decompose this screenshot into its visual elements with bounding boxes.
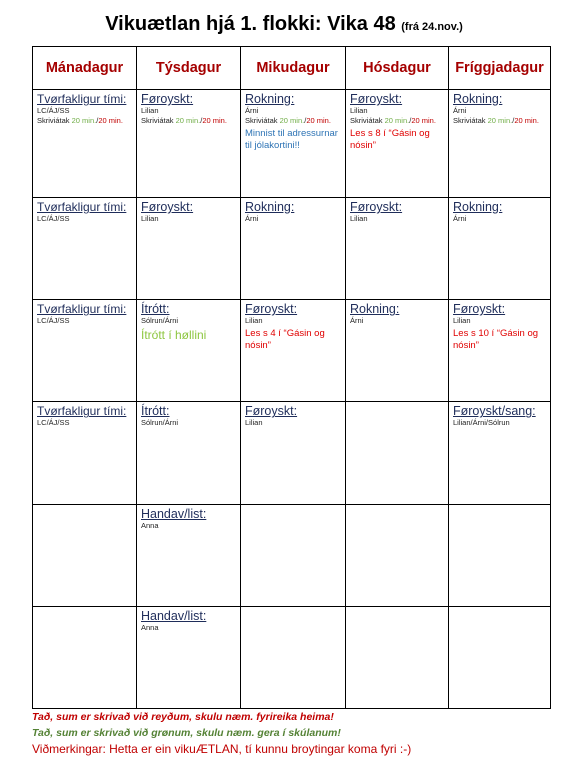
schedule-row: [33, 300, 551, 402]
school-minutes: 20 min.: [175, 116, 201, 125]
schedule-cell: [346, 300, 449, 402]
writing-task-line: [37, 116, 132, 126]
schedule-row: [33, 402, 551, 504]
subject-label: Føroyskt:: [141, 92, 194, 106]
cell-content: [241, 505, 345, 509]
writing-task-line: [453, 116, 546, 126]
schedule-cell: [241, 504, 346, 606]
title-main: Vikuætlan hjá 1. flokki: Vika 48: [105, 13, 396, 35]
subject-label: Rokning:: [453, 92, 503, 106]
schedule-row: [33, 90, 551, 198]
subject-label: Tvørfakligur tími:: [37, 302, 127, 317]
home-minutes: 20 min.: [98, 116, 123, 125]
weekly-schedule-table: [32, 46, 551, 709]
teacher-label: Sólrun/Árni: [141, 316, 179, 326]
school-minutes: 20 min.: [487, 116, 513, 125]
day-header-monday: Mánadagur: [33, 47, 137, 90]
home-minutes: 20 min.: [411, 116, 436, 125]
subject-label: Føroyskt:: [453, 302, 506, 317]
subject-label: Rokning:: [245, 92, 295, 106]
writing-task-label: Skriviátak: [350, 116, 383, 125]
school-note: Ítrótt í høllini: [141, 328, 207, 343]
cell-content: [241, 198, 345, 226]
teacher-label: Árni: [245, 106, 259, 115]
home-minutes: 20 min.: [306, 116, 331, 125]
subject-label: Tvørfakligur tími:: [37, 200, 127, 215]
minutes-separator: /: [96, 116, 99, 125]
minutes-separator: /: [409, 116, 412, 125]
cell-content: [346, 90, 448, 154]
header-row: [33, 47, 551, 90]
writing-task-label: Skriviátak: [141, 116, 174, 125]
teacher-label: Anna: [141, 520, 159, 530]
schedule-cell: [33, 300, 137, 402]
footer-comment: Viðmerkingar: Hetta er ein vikuÆTLAN, tí kunnu broytingar koma fyri :-): [32, 742, 412, 756]
subject-label: Tvørfakligur tími:: [37, 404, 127, 419]
teacher-label: LC/ÁJ/SS: [37, 316, 70, 326]
teacher-label: Lilian: [245, 418, 263, 428]
schedule-cell: [241, 90, 346, 198]
cell-content: [346, 300, 448, 328]
teacher-label: LC/ÁJ/SS: [37, 214, 70, 224]
schedule-cell: [346, 90, 449, 198]
cell-content: [33, 300, 136, 328]
cell-content: [346, 198, 448, 226]
cell-content: [33, 402, 136, 430]
schedule-cell: [33, 402, 137, 504]
subject-label: Føroyskt/sang:: [453, 404, 536, 419]
writing-task-label: Skriviátak: [453, 116, 486, 125]
cell-content: [33, 90, 136, 128]
cell-content: [33, 607, 136, 611]
day-header-wednesday: Mikudagur: [241, 47, 346, 90]
writing-task-label: Skriviátak: [37, 116, 70, 125]
teacher-label: Anna: [141, 622, 159, 632]
schedule-cell: [137, 402, 241, 504]
teacher-label: LC/ÁJ/SS: [37, 418, 70, 428]
cell-content: [449, 607, 550, 611]
cell-content: [137, 505, 240, 533]
home-minutes: 20 min.: [514, 116, 539, 125]
schedule-cell: [137, 504, 241, 606]
schedule-cell: [346, 606, 449, 708]
cell-content: [137, 607, 240, 635]
subject-label: Føroyskt:: [141, 200, 194, 215]
teacher-label: Árni: [453, 106, 467, 115]
cell-content: [449, 505, 550, 509]
minutes-separator: /: [200, 116, 203, 125]
reminder-note: Minnist til adressurnar til jólakortini!!: [245, 128, 338, 151]
subject-label: Føroyskt:: [350, 92, 403, 106]
writing-task-line: [245, 116, 341, 126]
schedule-row: [33, 504, 551, 606]
schedule-cell: [241, 402, 346, 504]
teacher-label: LC/ÁJ/SS: [37, 106, 70, 115]
subject-label: Føroyskt:: [245, 404, 298, 419]
subject-label: Rokning:: [350, 302, 400, 317]
homework-note: Les s 10 í “Gásin og nósin”: [453, 328, 539, 352]
homework-note: Les s 8 í “Gásin og nósin”: [350, 128, 430, 151]
schedule-cell: [449, 402, 551, 504]
schedule-cell: [241, 300, 346, 402]
schedule-cell: [33, 606, 137, 708]
subject-label: Handav/list:: [141, 608, 207, 623]
subject-label: Rokning:: [245, 200, 295, 215]
footer-green-note: Tað, sum er skrivað við grønum, skulu næm. gera í skúlanum!: [32, 727, 341, 739]
day-header-friday: Fríggjadagur: [449, 47, 551, 90]
day-header-tuesday: Týsdagur: [137, 47, 241, 90]
subject-label: Handav/list:: [141, 506, 207, 521]
teacher-label: Árni: [245, 214, 259, 224]
writing-task-line: [350, 116, 444, 126]
cell-content: [33, 198, 136, 226]
schedule-cell: [137, 90, 241, 198]
cell-content: [449, 402, 550, 430]
school-minutes: 20 min.: [71, 116, 97, 125]
subject-label: Tvørfakligur tími:: [37, 92, 127, 106]
schedule-cell: [449, 504, 551, 606]
teacher-label: Lilian: [350, 106, 368, 115]
cell-content: [137, 198, 240, 226]
subject-label: Føroyskt:: [245, 302, 298, 317]
cell-content: [33, 505, 136, 509]
subject-label: Rokning:: [453, 200, 503, 215]
teacher-label: Lilian: [141, 106, 159, 115]
cell-content: [137, 90, 240, 128]
teacher-label: Lilian: [245, 316, 263, 326]
minutes-separator: /: [512, 116, 515, 125]
title-date-range: (frá 24.nov.): [401, 21, 463, 33]
homework-note: Les s 4 í “Gásin og nósin”: [245, 328, 325, 352]
cell-content: [241, 607, 345, 611]
schedule-cell: [33, 198, 137, 300]
school-minutes: 20 min.: [279, 116, 305, 125]
cell-content: [449, 90, 550, 128]
cell-content: [346, 402, 448, 406]
cell-content: [346, 505, 448, 509]
cell-content: [449, 198, 550, 226]
teacher-label: Lilian/Árni/Sólrun: [453, 418, 510, 428]
cell-content: [241, 300, 345, 354]
schedule-row: [33, 198, 551, 300]
schedule-cell: [449, 300, 551, 402]
cell-content: [241, 402, 345, 430]
teacher-label: Árni: [350, 316, 364, 326]
minutes-separator: /: [304, 116, 307, 125]
schedule-cell: [137, 198, 241, 300]
cell-content: [137, 402, 240, 430]
page-title: [0, 12, 568, 39]
teacher-label: Sólrun/Árni: [141, 418, 179, 428]
schedule-row: [33, 606, 551, 708]
schedule-cell: [137, 606, 241, 708]
teacher-label: Lilian: [350, 214, 368, 224]
footer-red-note: Tað, sum er skrivað við reyðum, skulu næm. fyrireika heima!: [32, 711, 334, 723]
schedule-cell: [33, 504, 137, 606]
cell-content: [346, 607, 448, 611]
cell-content: [137, 300, 240, 344]
writing-task-label: Skriviátak: [245, 116, 278, 125]
writing-task-line: [141, 116, 236, 126]
subject-label: Føroyskt:: [350, 200, 403, 215]
schedule-cell: [449, 606, 551, 708]
schedule-cell: [346, 504, 449, 606]
schedule-cell: [449, 90, 551, 198]
schedule-cell: [449, 198, 551, 300]
schedule-cell: [33, 90, 137, 198]
schedule-cell: [241, 606, 346, 708]
schedule-cell: [346, 198, 449, 300]
home-minutes: 20 min.: [202, 116, 227, 125]
day-header-thursday: Hósdagur: [346, 47, 449, 90]
school-minutes: 20 min.: [384, 116, 410, 125]
cell-content: [241, 90, 345, 154]
teacher-label: Lilian: [453, 316, 471, 326]
schedule-cell: [241, 198, 346, 300]
schedule-cell: [346, 402, 449, 504]
teacher-label: Lilian: [141, 214, 159, 224]
subject-label: Ítrótt:: [141, 302, 170, 317]
cell-content: [449, 300, 550, 354]
subject-label: Ítrótt:: [141, 404, 170, 419]
teacher-label: Árni: [453, 214, 467, 224]
schedule-cell: [137, 300, 241, 402]
